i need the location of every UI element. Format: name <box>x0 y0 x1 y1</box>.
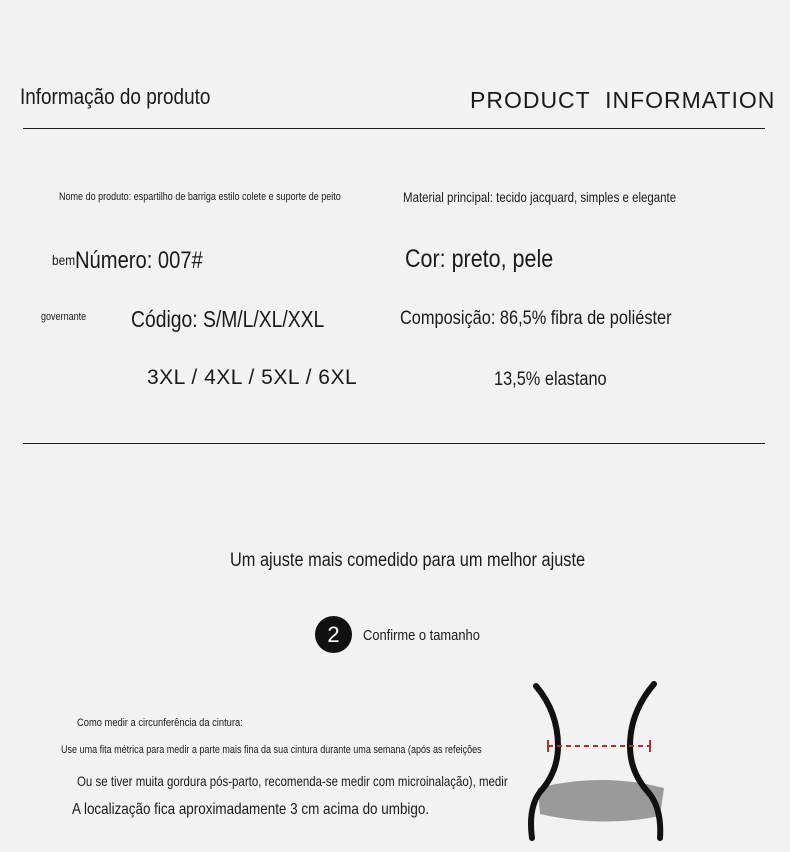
product-sizes-extra: 3XL / 4XL / 5XL / 6XL <box>147 366 358 389</box>
instruction-line-3: Ou se tiver muita gordura pós-parto, recomenda-se medir com microinalação), medir <box>77 773 508 789</box>
product-name: Nome do produto: espartilho de barriga estilo colete e suporte de peito <box>59 191 341 203</box>
product-elastane: 13,5% elastano <box>494 369 607 390</box>
step-number-badge <box>315 616 352 653</box>
top-divider <box>23 128 765 129</box>
side-label-1: bem <box>52 252 76 268</box>
waist-measurement-icon <box>522 680 682 850</box>
step-number: 2 <box>327 621 340 647</box>
material: Material principal: tecido jacquard, simples e elegante <box>403 189 677 205</box>
step-label: Confirme o tamanho <box>363 627 480 644</box>
product-code: Código: S/M/L/XL/XXL <box>131 306 325 332</box>
instruction-line-2: Use uma fita métrica para medir a parte mais fina da sua cintura durante uma semana (após as refeições <box>61 744 482 756</box>
header-title-en: PRODUCT INFORMATION <box>470 87 776 113</box>
side-label-2: governante <box>41 311 87 323</box>
header-title-pt: Informação do produto <box>20 84 211 109</box>
product-composition: Composição: 86,5% fibra de poliéster <box>400 308 672 329</box>
instruction-line-1: Como medir a circunferência da cintura: <box>77 717 243 729</box>
instruction-line-4: A localização fica aproximadamente 3 cm acima do umbigo. <box>72 801 430 818</box>
bottom-divider <box>23 443 765 444</box>
product-color: Cor: preto, pele <box>405 245 554 273</box>
fit-headline: Um ajuste mais comedido para um melhor ajuste <box>230 550 586 571</box>
product-number: Número: 007# <box>75 247 203 274</box>
